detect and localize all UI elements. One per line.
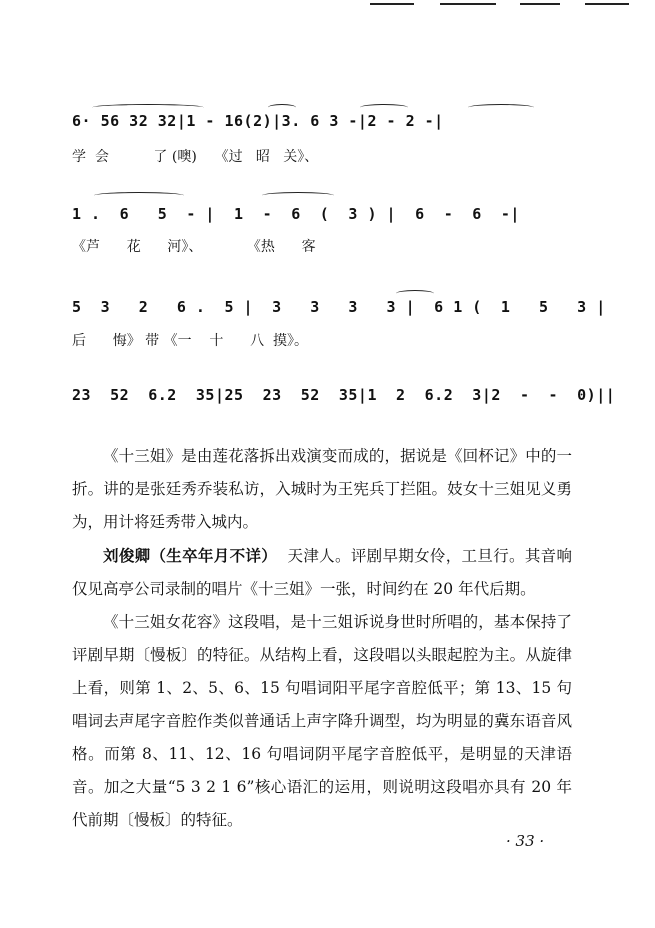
score-notes-system-4: 23 52 6.2 35|25 23 52 35|1 2 6.2 3|2 - - 0)|| (72, 386, 616, 404)
paragraph: 《十三姐》是由莲花落拆出戏演变而成的，据说是《回杯记》中的一折。讲的是张廷秀乔装私访，入城时为王宪兵丁拦阻。妓女十三姐见义勇为，用计将廷秀带入城内。 (72, 447, 572, 531)
slur (468, 104, 534, 111)
page-number: · 33 · (506, 832, 545, 850)
slur (268, 104, 296, 111)
score-lyrics-system-3: 后 悔》 带 《一 十 八 摸》。 (72, 333, 309, 349)
slur (396, 290, 434, 297)
score-lyrics-system-1: 学 会 了 (噢) 《过 昭 关》、 (72, 149, 319, 165)
score-notes-system-3: 5 3 2 6 . 5 | 3 3 3 3 | 6 1 ( 1 5 3 | (72, 298, 606, 316)
slur (94, 192, 184, 199)
body-text (72, 440, 572, 837)
slur (360, 104, 408, 111)
score-notes-system-1: 6· 56 32 32|1 - 16(2)|3. 6 3 -|2 - 2 -| (72, 112, 444, 130)
paragraph (72, 539, 572, 606)
slur (262, 192, 334, 199)
bio-name: 刘俊卿（生卒年月不详） (103, 546, 278, 565)
header-rule-4 (585, 3, 629, 5)
header-rule-2 (440, 3, 496, 5)
slur (92, 104, 204, 111)
score-lyrics-system-2: 《芦 花 河》、 《热 客 (72, 239, 316, 255)
header-rule-1 (370, 3, 414, 5)
paragraph: 《十三姐女花容》这段唱，是十三姐诉说身世时所唱的，基本保持了评剧早期〔慢板〕的特征。从结构上看，这段唱以头眼起腔为主。从旋律上看，则第 1、2、5、6、15 句唱词阳平尾字音腔低平；第 13、15 句唱词去声尾字音腔作类似普通话上声字降升调型，均为明显的冀东语音风格。而第 8、11、12、16 句唱词阴平尾字音腔低平，是明显的天津语音。加之大量“5 3 2 1 6”核心语汇的运用，则说明这段唱亦具有 20 年代前期〔慢板〕的特征。 (72, 613, 572, 829)
bio-text: 天津人。评剧早期女伶，工旦行。其音响仅见高亭公司录制的唱片《十三姐》一张，时间约在 20 年代后期。 (72, 547, 572, 598)
header-rule-3 (520, 3, 560, 5)
score-notes-system-2: 1 . 6 5 - | 1 - 6 ( 3 ) | 6 - 6 -| (72, 205, 520, 223)
